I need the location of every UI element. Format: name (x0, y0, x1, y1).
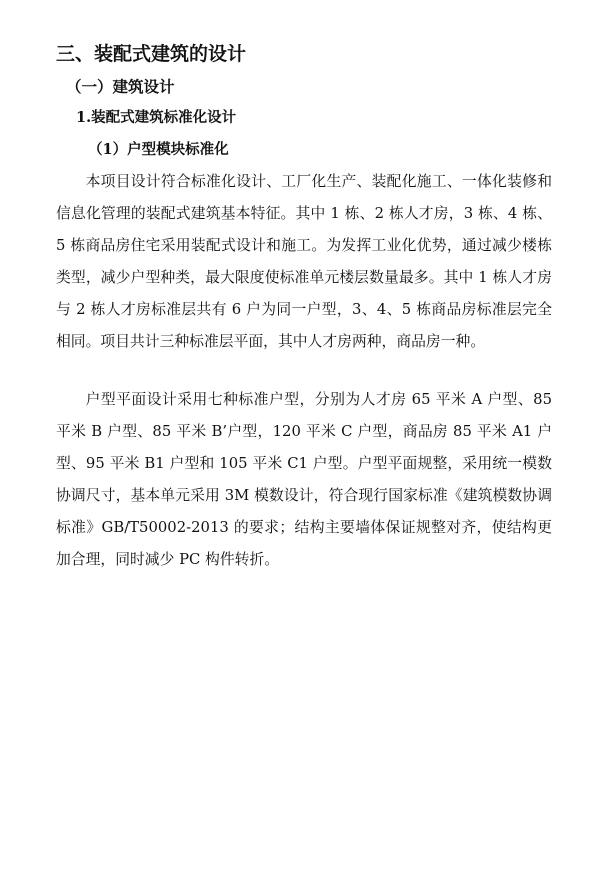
subsection-title: （一）建筑设计 (66, 78, 175, 96)
item-title: 1.装配式建筑标准化设计 (76, 109, 237, 126)
paragraph-design-features: 本项目设计符合标准化设计、工厂化生产、装配化施工、一体化装修和信息化管理的装配式建筑基本特征。其中 1 栋、2 栋人才房，3 栋、4 栋、5 栋商品房住宅采用装配式设计和施工。为发挥工业化优势，通过减少楼栋类型，减少户型种类，最大限度使标准单元楼层数量最多。其中 1 栋人才房与 2 栋人才房标准层共有 6 户为同一户型，3、4、5 栋商品房标准层完全相同。项目共计三种标准层平面，其中人才房两种，商品房一种。 (56, 173, 552, 350)
paragraph-unit-types: 户型平面设计采用七种标准户型，分别为人才房 65 平米 A 户型、85 平米 B 户型、85 平米 B’户型，120 平米 C 户型，商品房 85 平米 A1 户型、95 平米 B1 户型和 105 平米 C1 户型。户型平面规整，采用统一模数协调尺寸，基本单元采用 3M 模数设计，符合现行国家标准《建筑模数协调标准》GB/T50002-2013 的要求；结构主要墙体保证规整对齐，使结构更加合理，同时减少 PC 构件转折。 (56, 391, 552, 568)
section-title: 三、装配式建筑的设计 (56, 43, 247, 65)
subitem-title: （1）户型模块标准化 (88, 141, 229, 158)
